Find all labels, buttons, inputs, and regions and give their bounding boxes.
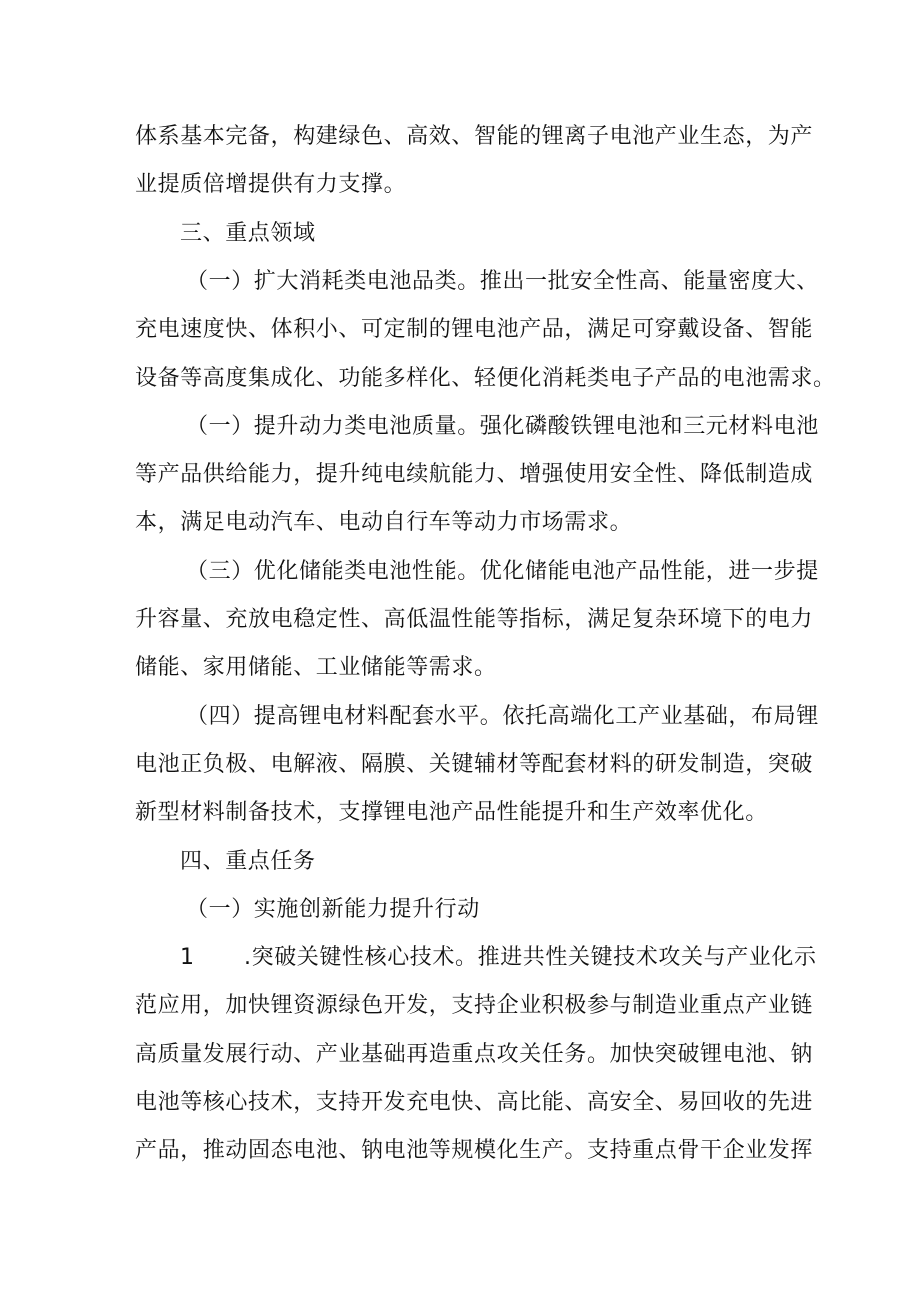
body-line-1: 体系基本完备，构建绿色、高效、智能的锂离子电池产业生态，为产 — [135, 124, 814, 149]
subsection-heading-task-1: （一）实施创新能力提升行动 — [186, 897, 480, 922]
body-line-4: 设备等高度集成化、功能多样化、轻便化消耗类电子产品的电池需求。 — [135, 366, 836, 391]
body-line-6: 本，满足电动汽车、电动自行车等动力市场需求。 — [135, 510, 633, 535]
body-line-9: 电池正负极、电解液、隔膜、关键辅材等配套材料的研发制造，突破 — [135, 752, 814, 777]
body-line-3: 充电速度快、体积小、可定制的锂电池产品，满足可穿戴设备、智能 — [135, 317, 814, 342]
body-line-7: 升容量、充放电稳定性、高低温性能等指标，满足复杂环境下的电力 — [135, 607, 814, 632]
body-line-5: 等产品供给能力，提升纯电续航能力、增强使用安全性、降低制造成 — [135, 462, 814, 487]
subsection-line-2-1: （一）提升动力类电池质量。强化磷酸铁锂电池和三元材料电池 — [186, 414, 819, 439]
item-number: 1 — [180, 945, 194, 970]
section-heading-4: 四、重点任务 — [180, 849, 316, 874]
body-line-11: 范应用，加快锂资源绿色开发，支持企业积极参与制造业重点产业链 — [135, 993, 814, 1018]
body-line-8: 储能、家用储能、工业储能等需求。 — [135, 655, 497, 680]
subsection-line-4-1: （四）提高锂电材料配套水平。依托高端化工产业基础，布局锂 — [186, 704, 819, 729]
body-line-14: 产品，推动固态电池、钠电池等规模化生产。支持重点骨干企业发挥 — [135, 1138, 814, 1163]
subsection-line-1-1: （一）扩大消耗类电池品类。推出一批安全性高、能量密度大、 — [186, 269, 819, 294]
item-line-1: .突破关键性核心技术。推进共性关键技术攻关与产业化示 — [244, 945, 817, 970]
section-heading-3: 三、重点领域 — [180, 221, 316, 246]
body-line-10: 新型材料制备技术，支撑锂电池产品性能提升和生产效率优化。 — [135, 800, 768, 825]
body-line-13: 电池等核心技术，支持开发充电快、高比能、高安全、易回收的先进 — [135, 1090, 814, 1115]
subsection-line-3-1: （三）优化储能类电池性能。优化储能电池产品性能，进一步提 — [186, 559, 819, 584]
body-line-12: 高质量发展行动、产业基础再造重点攻关任务。加快突破锂电池、钠 — [135, 1042, 814, 1067]
body-line-2: 业提质倍增提供有力支撑。 — [135, 172, 407, 197]
